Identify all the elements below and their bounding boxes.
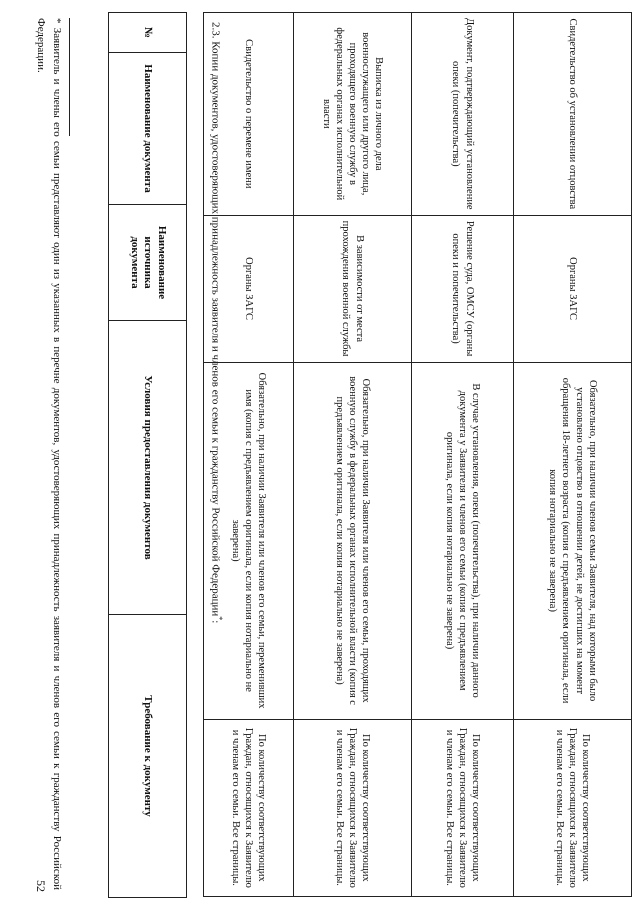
section-heading-text: 2.3. Копии документов, удостоверяющих принадлежность заявителя и членов его семьи к гражданству Российской Федерации (209, 22, 222, 617)
document-name-cell: Документ, подтверждающий установление опеки (попечительства) (412, 13, 514, 216)
footnote-divider (69, 18, 70, 136)
document-source-cell: Органы ЗАГС (514, 215, 632, 362)
document-name-cell: Выписка из личного дела военнослужащего или другого лица, проходящего военную службу в федеральных органах исполнительной власти (294, 13, 412, 216)
table-row (412, 13, 514, 897)
header-conditions: Условия предоставления документов (109, 321, 187, 615)
header-number: № (109, 13, 187, 53)
document-source-cell: Органы ЗАГС (204, 215, 294, 362)
citizenship-documents-table (108, 12, 187, 898)
conditions-cell: Обязательно, при наличии Заявителя или членов его семьи, переменивших имя (копия с предъявлением оригинала, если копия нотариально не заверена) (204, 362, 294, 719)
document-source-cell: Решение суда, ОМСУ (органы опеки и попечительства) (412, 215, 514, 362)
footnote-mark: * (215, 616, 224, 621)
document-source-cell: В зависимости от места прохождения военной службы (294, 215, 412, 362)
header-document-source: Наименование источника документа (109, 205, 187, 321)
document-name-cell: Свидетельство об установлении отцовства (514, 13, 632, 216)
document-name-cell: Свидетельство о перемене имени (204, 13, 294, 216)
section-heading (209, 22, 224, 892)
requirement-cell: По количеству соответствующих Граждан, относящихся к Заявителю и членам его семьи. Все страницы. (204, 719, 294, 896)
conditions-cell: Обязательно, при наличии членов семьи Заявителя, над которыми было установлено отцовство в отношении детей, не достигших на момент обращения 18-летнего возраста (копия с предъявлением оригинала, если копия нотариально не заверена) (514, 362, 632, 719)
conditions-cell: Обязательно, при наличии Заявителя или членов его семьи, проходящих военную службу в федеральных органах исполнительной власти (копия с предъявлением оригинала, если копия нотариально не заверена) (294, 362, 412, 719)
page-number: 52 (34, 880, 48, 892)
documents-table-continued (203, 12, 632, 897)
header-document-name: Наименование документа (109, 53, 187, 205)
requirement-cell: По количеству соответствующих Граждан, относящихся к Заявителю и членам его семьи. Все страницы. (514, 719, 632, 896)
requirement-cell: По количеству соответствующих Граждан, относящихся к Заявителю и членам его семьи. Все страницы. (294, 719, 412, 896)
footnote: * Заявитель и члены его семьи представляют один из указанных в перечне документов, удостоверяющих принадлежность заявителя и членов его семьи к гражданству Российской Федерации. (35, 18, 63, 890)
table-row (514, 13, 632, 897)
header-requirement: Требование к документу (109, 615, 187, 898)
table-row (294, 13, 412, 897)
table-header-row (109, 13, 187, 898)
section-heading-end: : (209, 620, 222, 624)
requirement-cell: По количеству соответствующих Граждан, относящихся к Заявителю и членам его семьи. Все страницы. (412, 719, 514, 896)
conditions-cell: В случае установления, опеки (попечительства), при наличии данного документа у Заявителя и членов его семьи (копия с предъявлением оригинала, если копия нотариально не заверена) (412, 362, 514, 719)
